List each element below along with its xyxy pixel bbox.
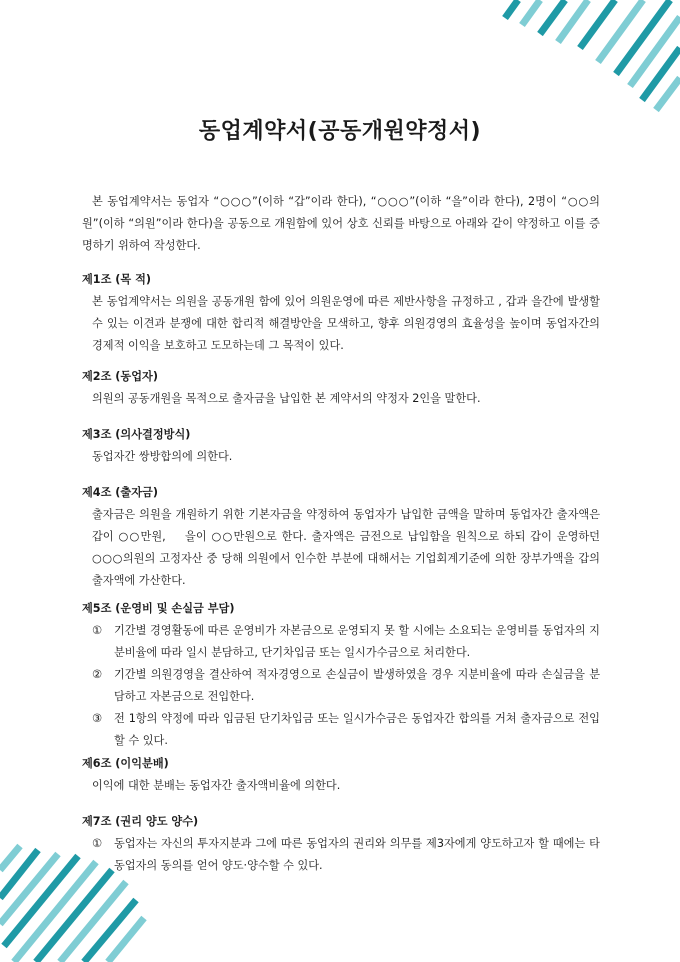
clause-item xyxy=(82,664,600,708)
clause-item xyxy=(82,708,600,752)
clause-text: 전 1항의 약정에 따라 입금된 단기차입금 또는 일시가수금은 동업자간 합의를 거쳐 출자금으로 전입할 수 있다. xyxy=(114,712,600,747)
article-heading: 제3조 (의사결정방식) xyxy=(82,428,191,441)
article-3 xyxy=(82,425,600,468)
article-heading: 제7조 (권리 양도 양수) xyxy=(82,815,199,828)
article-body: 본 동업계약서는 의원을 공동개원 함에 있어 의원운영에 따른 제반사항을 규정하고 , 갑과 을간에 발생할 수 있는 이견과 분쟁에 대한 합리적 해결방안을 모색하고, 향후 의원경영의 효율성을 높이며 동업자간의 경제적 이익을 보호하고 도모하는데 그 목적이 있다. xyxy=(92,295,600,352)
clause-number: ① xyxy=(92,624,103,637)
decorative-stripes-top-right xyxy=(460,0,680,120)
article-4 xyxy=(82,483,618,592)
clause-text: 동업자는 자신의 투자지분과 그에 따른 동업자의 권리와 의무를 제3자에게 양도하고자 할 때에는 타 동업자의 동의를 얻어 양도·양수할 수 있다. xyxy=(114,837,600,872)
article-heading: 제6조 (이익분배) xyxy=(82,757,169,770)
article-clause-list xyxy=(82,620,600,752)
article-heading: 제4조 (출자금) xyxy=(82,486,158,499)
article-heading: 제5조 (운영비 및 손실금 부담) xyxy=(82,602,235,615)
article-6 xyxy=(82,754,600,797)
article-heading: 제2조 (동업자) xyxy=(82,370,158,383)
article-body: 동업자간 쌍방합의에 의한다. xyxy=(92,450,233,463)
clause-text: 기간별 경영활동에 따른 운영비가 자본금으로 운영되지 못 할 시에는 소요되는 운영비를 동업자의 지분비율에 따라 일시 분담하고, 단기차입금 또는 일시가수금으로 처리한다. xyxy=(114,624,600,659)
article-7 xyxy=(82,812,600,877)
document-title: 동업계약서(공동개원약정서) xyxy=(198,119,482,144)
clause-number: ③ xyxy=(92,712,103,725)
article-body: 출자금은 의원을 개원하기 위한 기본자금을 약정하여 동업자가 납입한 금액을 말하며 동업자간 출자액은 갑이 ○○만원, 을이 ○○만원으로 한다. 출자액은 금전으로 납입함을 원칙으로 하되 갑이 운영하던 ○○○의원의 고정자산 중 당해 의원에서 인수한 부분에 대해서는 기업회계기준에 의한 장부가액을 갑의 출자액에 가산한다. xyxy=(92,508,618,587)
clause-text: 기간별 의원경영을 결산하여 적자경영으로 손실금이 발생하였을 경우 지분비율에 따라 손실금을 분담하고 자본금으로 전입한다. xyxy=(114,668,600,703)
article-body: 이익에 대한 분배는 동업자간 출자액비율에 의한다. xyxy=(92,779,341,792)
clause-item xyxy=(82,833,600,877)
clause-number: ② xyxy=(92,668,103,681)
article-body: 의원의 공동개원을 목적으로 출자금을 납입한 본 계약서의 약정자 2인을 말한다. xyxy=(92,392,481,405)
clause-number: ① xyxy=(92,837,103,850)
clause-item xyxy=(82,620,600,664)
article-clause-list xyxy=(82,833,600,877)
article-heading: 제1조 (목 적) xyxy=(82,273,152,286)
intro-paragraph: 본 동업계약서는 동업자 “○○○”(이하 “갑”이라 한다), “○○○”(이하 “을”이라 한다), 2명이 “○○의원”(이하 “의원”이라 한다)을 공동으로 개원함에 있어 상호 신뢰를 바탕으로 아래와 같이 약정하고 이를 증명하기 위하여 작성한다. xyxy=(82,195,600,252)
article-5 xyxy=(82,599,600,752)
article-2 xyxy=(82,367,600,410)
article-1 xyxy=(82,270,600,357)
